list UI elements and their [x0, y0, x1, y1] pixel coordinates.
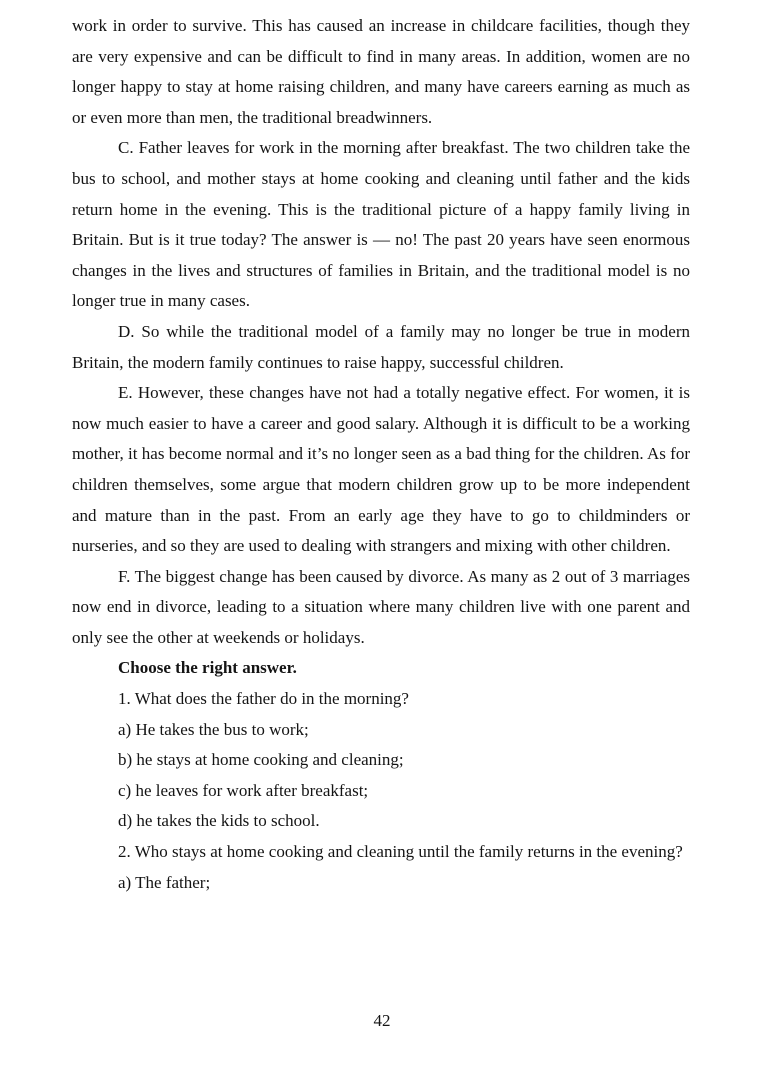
paragraph-c: C. Father leaves for work in the morning after breakfast. The two children take the bus to school, and mother stays at home cooking and cleaning until father and the kids return home in the evening. This is the traditional picture of a happy family living in Britain. But is it true today? The answer is — no! The past 20 years have seen enormous changes in the lives and structures of families in Britain, and the traditional model is no longer true in many cases. [72, 138, 690, 311]
paragraph-e: E. However, these changes have not had a totally negative effect. For women, it is now much easier to have a career and good salary. Although it is difficult to be a working mother, it has become normal and it’s no longer seen as a bad thing for the children. As for children themselves, some argue that modern children grow up to be more independent and mature than in the past. From an early age they have to go to childminders or nurseries, and so they are used to dealing with strangers and mixing with other children. [72, 383, 690, 556]
answer-option-1c: c) he leaves for work after breakfast; [118, 780, 369, 800]
answer-option-1b: b) he stays at home cooking and cleaning; [118, 750, 404, 770]
answer-option-1d: d) he takes the kids to school. [118, 811, 320, 831]
document-page [72, 11, 690, 898]
paragraph-f: F. The biggest change has been caused by divorce. As many as 2 out of 3 marriages now end in divorce, leading to a situation where many children live with one parent and only see the other at weekends or holidays. [72, 566, 690, 647]
page-number: 42 [373, 1011, 391, 1030]
answer-option-2a: a) The father; [118, 872, 211, 892]
paragraph-d: D. So while the traditional model of a family may no longer be true in modern Britain, the modern family continues to raise happy, successful children. [72, 321, 690, 372]
answer-option-1a: a) He takes the bus to work; [118, 719, 309, 739]
question-1: 1. What does the father do in the morning? [118, 689, 409, 709]
question-2: 2. Who stays at home cooking and cleaning until the family returns in the evening? [118, 842, 683, 862]
paragraph-continuation: work in order to survive. This has caused an increase in childcare facilities, though they are very expensive and can be difficult to find in many areas. In addition, women are no longer happy to stay at home raising children, and many have careers earning as much as or even more than men, the traditional breadwinners. [72, 16, 690, 127]
exercise-heading: Choose the right answer. [118, 658, 297, 678]
